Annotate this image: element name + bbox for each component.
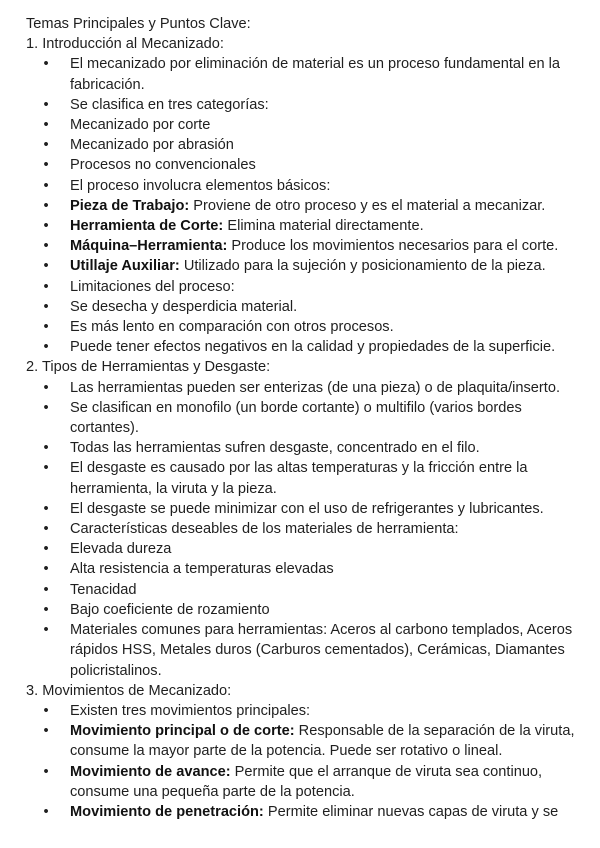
list-item (26, 600, 582, 620)
item-text: El mecanizado por eliminación de material es un proceso fundamental en la fabricación. (70, 56, 560, 93)
item-text: Puede tener efectos negativos en la calidad y propiedades de la superficie. (70, 339, 556, 356)
list-item (26, 95, 582, 115)
item-text: Responsable de la separación de la viruta, consume la mayor parte de la potencia. Puede ser rotativo o lineal. (70, 723, 575, 760)
item-text: Materiales comunes para herramientas: Aceros al carbono templados, Aceros rápidos HSS, Metales duros (Carburos cementados), Cerámicas, Diamantes policristalinos. (70, 622, 573, 679)
list-item (26, 155, 582, 175)
section-list (26, 378, 582, 681)
list-item (26, 317, 582, 337)
document-heading: Temas Principales y Puntos Clave: (26, 16, 251, 32)
item-text: Las herramientas pueden ser enterizas (de una pieza) o de plaquita/inserto. (70, 379, 561, 396)
bullet-icon: • (43, 96, 49, 113)
list-item (26, 802, 582, 822)
item-text: Alta resistencia a temperaturas elevadas (70, 561, 334, 578)
list-item (26, 297, 582, 317)
bullet-icon: • (43, 581, 49, 598)
item-text: Mecanizado por abrasión (70, 137, 234, 154)
list-item (26, 721, 582, 761)
list-item (26, 216, 582, 236)
list-item (26, 54, 582, 94)
section-title: 3. Movimientos de Mecanizado: (26, 682, 232, 699)
list-item (26, 256, 582, 276)
bullet-icon: • (43, 379, 49, 396)
bullet-icon: • (43, 278, 49, 295)
bullet-icon: • (43, 440, 49, 457)
bullet-icon: • (43, 723, 49, 740)
item-text: El desgaste es causado por las altas temperaturas y la fricción entre la herramienta, la viruta y la pieza. (70, 460, 528, 497)
sections-container (26, 34, 582, 822)
bullet-icon: • (43, 622, 49, 639)
item-text: Se clasifica en tres categorías: (70, 96, 269, 113)
item-text: Se clasifican en monofilo (un borde cortante) o multifilo (varios bordes cortantes). (70, 399, 522, 437)
section-list (26, 701, 582, 822)
bullet-icon: • (43, 803, 49, 820)
list-item (26, 115, 582, 135)
list-item (26, 762, 582, 802)
list-item (26, 236, 582, 256)
list-item (26, 176, 582, 196)
bullet-icon: • (43, 137, 49, 154)
item-text: Es más lento en comparación con otros procesos. (70, 319, 394, 336)
bullet-icon: • (43, 298, 49, 315)
list-item (26, 701, 582, 721)
bullet-icon: • (43, 177, 49, 194)
list-item (26, 499, 582, 519)
list-item (26, 438, 582, 458)
item-label: Movimiento de penetración: (70, 803, 264, 820)
item-text: Existen tres movimientos principales: (70, 702, 311, 719)
item-text: El desgaste se puede minimizar con el uso de refrigerantes y lubricantes. (70, 500, 544, 517)
bullet-icon: • (43, 521, 49, 538)
bullet-icon: • (43, 56, 49, 73)
bullet-icon: • (43, 339, 49, 356)
item-text: Permite que el arranque de viruta sea continuo, consume una pequeña parte de la potencia. (70, 763, 543, 800)
document-body (26, 14, 582, 822)
item-text: Tenacidad (70, 581, 137, 598)
bullet-icon: • (43, 460, 49, 477)
list-item (26, 196, 582, 216)
list-item (26, 519, 582, 539)
bullet-icon: • (43, 157, 49, 174)
item-text: El proceso involucra elementos básicos: (70, 177, 331, 194)
item-label: Utillaje Auxiliar: (70, 258, 180, 275)
item-text: Mecanizado por corte (70, 117, 211, 134)
item-label: Máquina–Herramienta: (70, 238, 228, 255)
bullet-icon: • (43, 702, 49, 719)
bullet-icon: • (43, 561, 49, 578)
list-item (26, 398, 582, 438)
item-text: Características deseables de los materiales de herramienta: (70, 521, 459, 538)
bullet-icon: • (43, 258, 49, 275)
bullet-icon: • (43, 238, 49, 255)
list-item (26, 277, 582, 297)
list-item (26, 539, 582, 559)
item-label: Movimiento de avance: (70, 763, 231, 780)
item-text: Elimina material directamente. (227, 218, 424, 235)
list-item (26, 458, 582, 498)
item-label: Movimiento principal o de corte: (70, 723, 295, 740)
item-text: Todas las herramientas sufren desgaste, concentrado en el filo. (70, 440, 480, 457)
bullet-icon: • (43, 601, 49, 618)
item-text: Bajo coeficiente de rozamiento (70, 601, 270, 618)
list-item (26, 135, 582, 155)
list-item (26, 620, 582, 681)
list-item (26, 378, 582, 398)
bullet-icon: • (43, 500, 49, 517)
item-text: Proviene de otro proceso y es el material a mecanizar. (193, 197, 546, 214)
item-text: Utilizado para la sujeción y posicionamiento de la pieza. (183, 258, 546, 275)
list-item (26, 337, 582, 357)
item-text: Procesos no convencionales (70, 157, 256, 174)
item-text: Produce los movimientos necesarios para el corte. (231, 238, 559, 255)
bullet-icon: • (43, 117, 49, 134)
bullet-icon: • (43, 763, 49, 780)
item-text: Permite eliminar nuevas capas de viruta y se (267, 803, 559, 820)
item-text: Limitaciones del proceso: (70, 278, 235, 295)
item-label: Herramienta de Corte: (70, 218, 224, 235)
bullet-icon: • (43, 399, 49, 416)
bullet-icon: • (43, 218, 49, 235)
item-label: Pieza de Trabajo: (70, 197, 190, 214)
bullet-icon: • (43, 197, 49, 214)
section-title: 2. Tipos de Herramientas y Desgaste: (26, 359, 271, 376)
section-list (26, 54, 582, 357)
bullet-icon: • (43, 319, 49, 336)
list-item (26, 580, 582, 600)
item-text: Se desecha y desperdicia material. (70, 298, 298, 315)
bullet-icon: • (43, 541, 49, 558)
list-item (26, 559, 582, 579)
item-text: Elevada dureza (70, 541, 172, 558)
section-title: 1. Introducción al Mecanizado: (26, 36, 224, 53)
